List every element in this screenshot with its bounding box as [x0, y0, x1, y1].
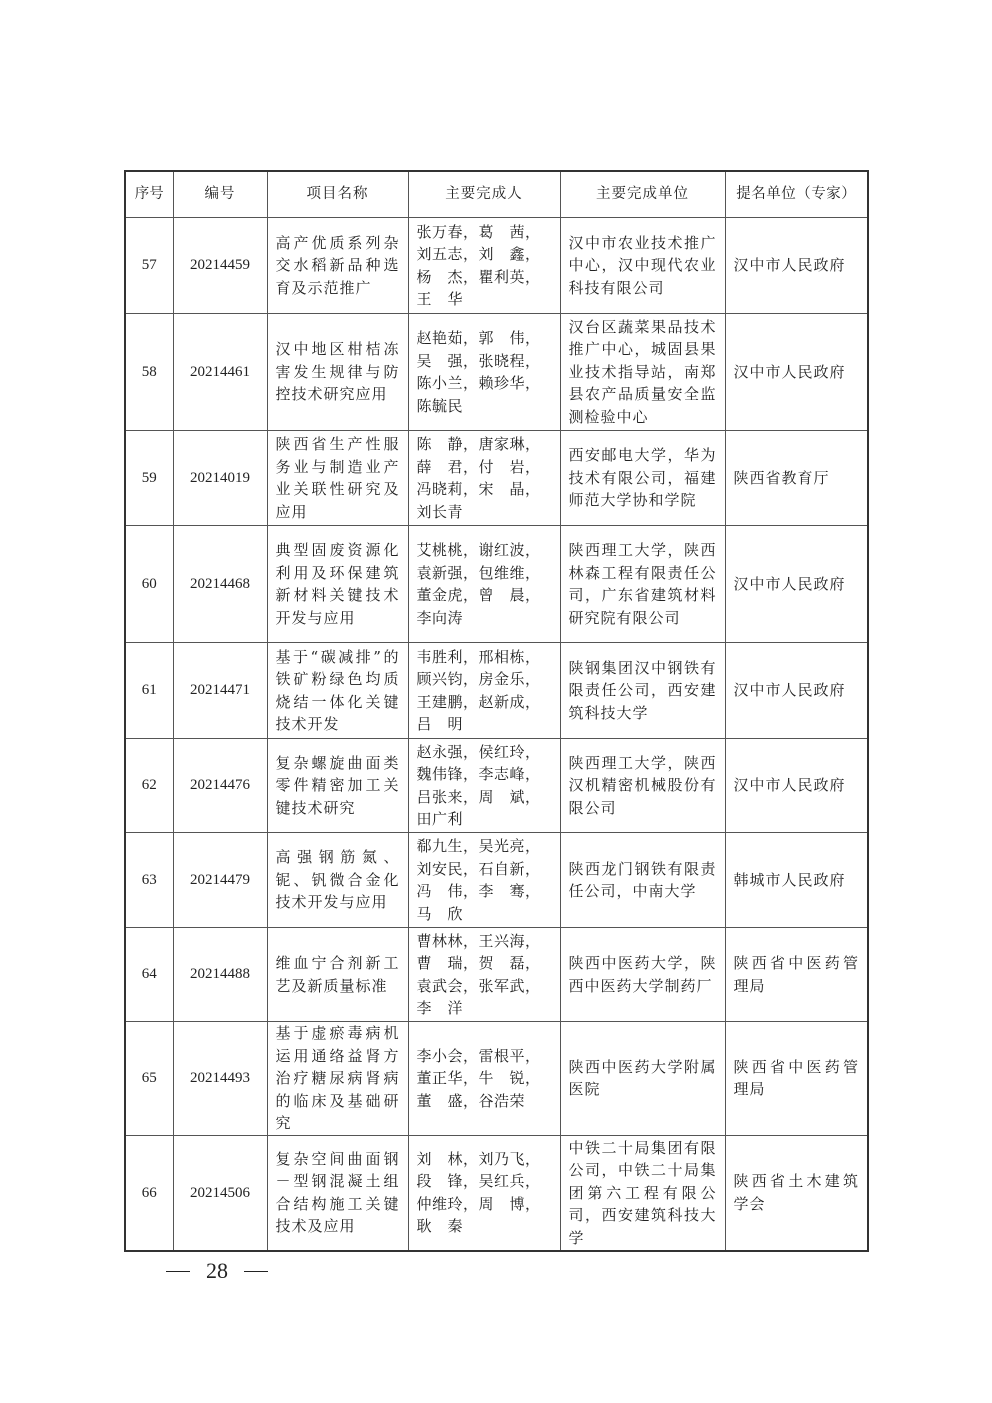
cell-index: 66	[125, 1135, 173, 1251]
contributor-line: 刘五志，刘 鑫，	[416, 245, 541, 263]
cell-main-units: 陕西中医药大学，陕西中医药大学制药厂	[560, 928, 725, 1022]
contributor-line: 薛 君，付 岩，	[416, 457, 541, 476]
contributor-line: 曹 瑞，贺 磊，	[416, 954, 541, 972]
cell-index: 62	[125, 739, 173, 833]
table-row	[125, 526, 868, 643]
page-number	[150, 1258, 284, 1284]
award-projects-table	[124, 170, 869, 1252]
cell-project-name: 维血宁合剂新工艺及新质量标准	[267, 928, 408, 1022]
contributor-line: 耿 秦	[416, 1217, 464, 1236]
cell-index: 59	[125, 431, 173, 526]
contributor-line: 董金虎，曾 晨，	[416, 586, 541, 604]
cell-index: 64	[125, 928, 173, 1022]
cell-nominator: 汉中市人民政府	[725, 526, 868, 643]
contributor-line: 仲维玲，周 博，	[416, 1194, 541, 1213]
contributor-line: 刘长青	[416, 502, 464, 521]
cell-project-name: 基于虚瘀毒病机运用通络益肾方治疗糖尿病肾病的临床及基础研究	[267, 1022, 408, 1136]
cell-index: 58	[125, 314, 173, 431]
cell-code: 20214461	[173, 314, 267, 431]
table-row	[125, 928, 868, 1022]
cell-nominator: 陕西省土木建筑学会	[725, 1135, 868, 1251]
contributor-line: 韦胜利，邢相栋，	[416, 647, 541, 666]
contributor-line: 马 欣	[416, 904, 464, 923]
contributor-line: 郗九生，吴光亮，	[416, 837, 541, 855]
cell-code: 20214493	[173, 1022, 267, 1136]
cell-main-contributors	[408, 431, 560, 526]
cell-project-name: 陕西省生产性服务业与制造业产业关联性研究及应用	[267, 431, 408, 526]
contributor-line: 刘 林，刘乃飞，	[416, 1149, 541, 1168]
table-row	[125, 739, 868, 833]
header-nominator: 提名单位（专家）	[725, 171, 868, 218]
contributor-line: 赵艳茹，郭 伟，	[416, 329, 541, 347]
header-main-contributors: 主要完成人	[408, 171, 560, 218]
cell-project-name: 基于“碳减排”的铁矿粉绿色均质烧结一体化关键技术开发	[267, 643, 408, 739]
cell-main-units: 中铁二十局集团有限公司，中铁二十局集团第六工程有限公司，西安建筑科技大学	[560, 1135, 725, 1251]
header-project-name: 项目名称	[267, 171, 408, 218]
cell-code: 20214019	[173, 431, 267, 526]
cell-main-units: 汉中市农业技术推广中心，汉中现代农业科技有限公司	[560, 218, 725, 314]
table-row	[125, 833, 868, 928]
table-row	[125, 431, 868, 526]
contributor-line: 杨 杰，瞿利英，	[416, 267, 541, 286]
contributor-line: 陈小兰，赖珍华，	[416, 374, 541, 392]
contributor-line: 魏伟锋，李志峰，	[416, 765, 541, 783]
cell-nominator: 韩城市人民政府	[725, 833, 868, 928]
cell-code: 20214506	[173, 1135, 267, 1251]
cell-code: 20214468	[173, 526, 267, 643]
contributor-line: 刘安民，石自新，	[416, 859, 541, 878]
cell-main-contributors	[408, 643, 560, 739]
contributor-line: 袁武会，张军武，	[416, 976, 541, 995]
cell-nominator: 陕西省教育厅	[725, 431, 868, 526]
contributor-line: 王 华	[416, 290, 464, 308]
cell-main-contributors	[408, 1022, 560, 1136]
cell-main-contributors	[408, 833, 560, 928]
table-row	[125, 314, 868, 431]
table-row	[125, 218, 868, 314]
contributor-line: 王建鹏，赵新成，	[416, 692, 541, 711]
cell-code: 20214488	[173, 928, 267, 1022]
cell-main-units: 西安邮电大学，华为技术有限公司，福建师范大学协和学院	[560, 431, 725, 526]
contributor-line: 田广利	[416, 810, 464, 828]
table-header-row	[125, 171, 868, 218]
cell-main-contributors	[408, 928, 560, 1022]
contributor-line: 吴 强，张晓程，	[416, 351, 541, 370]
contributor-line: 吕 明	[416, 715, 464, 733]
cell-index: 57	[125, 218, 173, 314]
contributor-line: 冯晓莉，宋 晶，	[416, 480, 541, 498]
dash-left	[166, 1271, 190, 1272]
page-number-text: 28	[206, 1258, 228, 1283]
cell-main-contributors	[408, 526, 560, 643]
contributor-line: 顾兴钧，房金乐，	[416, 670, 541, 688]
contributor-line: 段 锋，吴红兵，	[416, 1172, 541, 1191]
cell-code: 20214479	[173, 833, 267, 928]
cell-main-units: 陕西理工大学，陕西林森工程有限责任公司，广东省建筑材料研究院有限公司	[560, 526, 725, 643]
contributor-line: 李 洋	[416, 999, 464, 1017]
cell-index: 61	[125, 643, 173, 739]
cell-project-name: 高产优质系列杂交水稻新品种选育及示范推广	[267, 218, 408, 314]
contributor-line: 陈 静，唐家琳，	[416, 435, 541, 453]
cell-main-units: 陕西龙门钢铁有限责任公司，中南大学	[560, 833, 725, 928]
header-main-units: 主要完成单位	[560, 171, 725, 218]
cell-nominator: 汉中市人民政府	[725, 643, 868, 739]
cell-main-units: 陕西理工大学，陕西汉机精密机械股份有限公司	[560, 739, 725, 833]
cell-main-units: 陕西中医药大学附属医院	[560, 1022, 725, 1136]
contributor-line: 李向涛	[416, 608, 464, 627]
table-row	[125, 1022, 868, 1136]
table-row	[125, 643, 868, 739]
cell-code: 20214476	[173, 739, 267, 833]
contributor-line: 艾桃桃，谢红波，	[416, 541, 541, 559]
cell-main-contributors	[408, 314, 560, 431]
cell-main-contributors	[408, 739, 560, 833]
table-row	[125, 1135, 868, 1251]
cell-project-name: 高强钢筋氮、铌、钒微合金化技术开发与应用	[267, 833, 408, 928]
cell-nominator: 陕西省中医药管理局	[725, 928, 868, 1022]
cell-code: 20214459	[173, 218, 267, 314]
cell-project-name: 复杂空间曲面钢－型钢混凝土组合结构施工关键技术及应用	[267, 1135, 408, 1251]
cell-project-name: 汉中地区柑桔冻害发生规律与防控技术研究应用	[267, 314, 408, 431]
contributor-line: 董 盛，谷浩荣	[416, 1091, 526, 1110]
cell-nominator: 陕西省中医药管理局	[725, 1022, 868, 1136]
dash-right	[244, 1271, 268, 1272]
cell-nominator: 汉中市人民政府	[725, 314, 868, 431]
cell-project-name: 典型固废资源化利用及环保建筑新材料关键技术开发与应用	[267, 526, 408, 643]
contributor-line: 赵永强，侯红玲，	[416, 742, 541, 761]
cell-code: 20214471	[173, 643, 267, 739]
cell-index: 63	[125, 833, 173, 928]
contributor-line: 吕张来，周 斌，	[416, 787, 541, 806]
contributor-line: 袁新强，包维维，	[416, 563, 541, 582]
contributor-line: 李小会，雷根平，	[416, 1046, 541, 1065]
cell-nominator: 汉中市人民政府	[725, 218, 868, 314]
contributor-line: 冯 伟，李 骞，	[416, 882, 541, 900]
cell-index: 65	[125, 1022, 173, 1136]
contributor-line: 陈毓民	[416, 396, 464, 415]
cell-main-units: 汉台区蔬菜果品技术推广中心，城固县果业技术指导站，南郑县农产品质量安全监测检验中心	[560, 314, 725, 431]
contributor-line: 董正华，牛 锐，	[416, 1069, 541, 1087]
contributor-line: 张万春，葛 茜，	[416, 222, 541, 241]
header-index: 序号	[125, 171, 173, 218]
cell-index: 60	[125, 526, 173, 643]
contributor-line: 曹林林，王兴海，	[416, 931, 541, 950]
header-code: 编号	[173, 171, 267, 218]
cell-nominator: 汉中市人民政府	[725, 739, 868, 833]
cell-project-name: 复杂螺旋曲面类零件精密加工关键技术研究	[267, 739, 408, 833]
cell-main-units: 陕钢集团汉中钢铁有限责任公司，西安建筑科技大学	[560, 643, 725, 739]
cell-main-contributors	[408, 1135, 560, 1251]
cell-main-contributors	[408, 218, 560, 314]
